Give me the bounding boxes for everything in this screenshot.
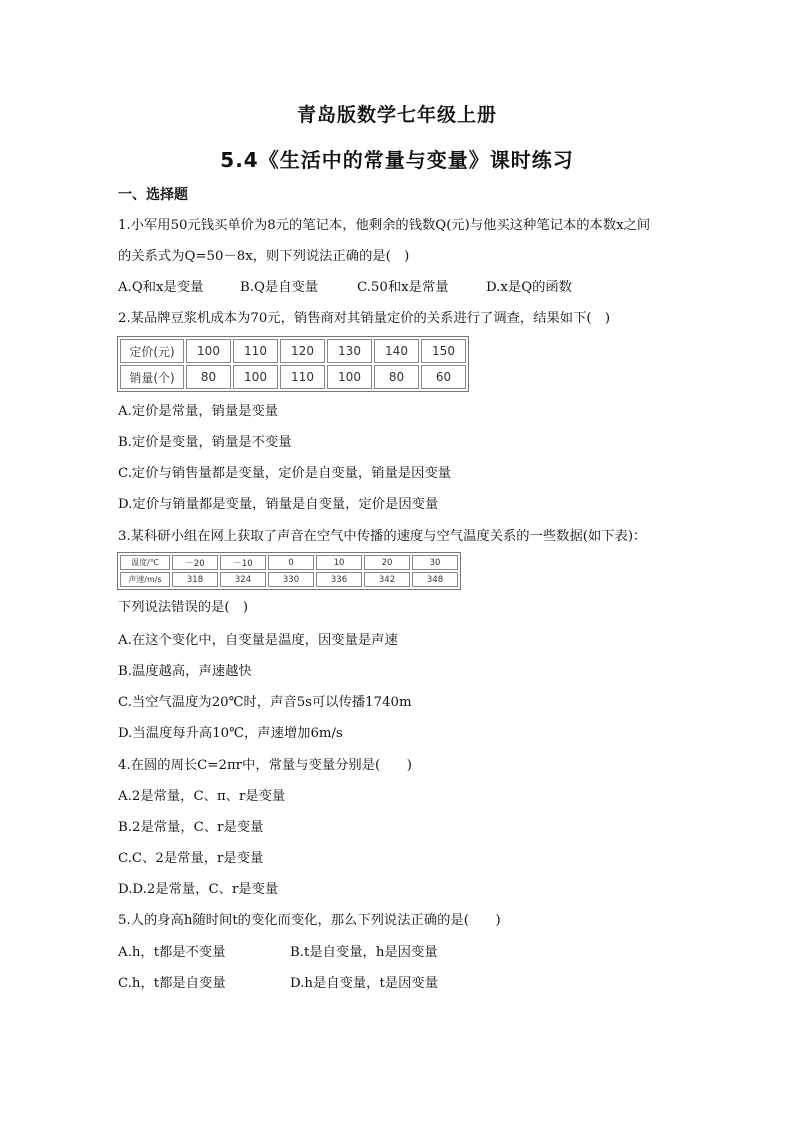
q3-option-a: A.在这个变化中，自变量是温度，因变量是声速 xyxy=(118,633,398,648)
q5-option-c: C.h，t都是自变量 xyxy=(118,976,226,991)
q1-option-c: C.50和x是常量 xyxy=(357,280,449,295)
table-cell: 348 xyxy=(412,572,458,587)
q1-option-a: A.Q和x是变量 xyxy=(118,280,204,295)
table-cell: 温度/℃ xyxy=(120,555,170,570)
table-cell: 330 xyxy=(268,572,314,587)
table-cell: 30 xyxy=(412,555,458,570)
q2-option-c: C.定价与销售量都是变量，定价是自变量，销量是因变量 xyxy=(118,466,452,481)
q4-option-d: D.D.2是常量，C、r是变量 xyxy=(118,882,279,897)
q5-option-d: D.h是自变量，t是因变量 xyxy=(290,976,438,991)
table-cell: 150 xyxy=(421,339,466,363)
q4-option-c: C.C、2是常量，r是变量 xyxy=(118,851,264,866)
temperature-speed-table xyxy=(117,552,461,590)
table-cell: 声速/m/s xyxy=(120,572,170,587)
table-cell: 336 xyxy=(316,572,362,587)
table-cell: 100 xyxy=(233,365,278,389)
table-cell: 120 xyxy=(280,339,325,363)
table-cell: 318 xyxy=(172,572,218,587)
q3-question: 下列说法错误的是( ) xyxy=(118,600,249,615)
table-row xyxy=(120,339,466,363)
table-cell: 324 xyxy=(220,572,266,587)
table-cell: －10 xyxy=(220,555,266,570)
table-cell: 60 xyxy=(421,365,466,389)
section-heading: 一、选择题 xyxy=(118,187,188,203)
q3-option-d: D.当温度每升高10℃，声速增加6m/s xyxy=(118,726,343,741)
price-sales-table xyxy=(117,336,469,392)
table-cell: 110 xyxy=(280,365,325,389)
table-cell: 20 xyxy=(364,555,410,570)
q5-option-b: B.t是自变量，h是因变量 xyxy=(290,945,438,960)
q3-option-c: C.当空气温度为20℃时，声音5s可以传播1740m xyxy=(118,695,412,710)
table-cell: 10 xyxy=(316,555,362,570)
q2-option-d: D.定价与销量都是变量，销量是自变量，定价是因变量 xyxy=(118,497,439,512)
lesson-subtitle: 5.4《生活中的常量与变量》课时练习 xyxy=(220,148,574,172)
q1-option-d: D.x是Q的函数 xyxy=(486,280,573,295)
table-row xyxy=(120,365,466,389)
q1-option-b: B.Q是自变量 xyxy=(240,280,319,295)
q1-stem-line2: 的关系式为Q=50－8x，则下列说法正确的是( ) xyxy=(118,249,410,264)
q4-stem: 4.在圆的周长C=2πr中，常量与变量分别是( ) xyxy=(118,758,412,773)
q1-stem-line1: 1.小军用50元钱买单价为8元的笔记本，他剩余的钱数Q(元)与他买这种笔记本的本数x之间 xyxy=(118,218,651,233)
table-cell: 110 xyxy=(233,339,278,363)
q4-option-a: A.2是常量，C、π、r是变量 xyxy=(118,789,286,804)
q5-stem: 5.人的身高h随时间t的变化而变化，那么下列说法正确的是( ) xyxy=(118,913,501,928)
q2-option-b: B.定价是变量，销量是不变量 xyxy=(118,435,292,450)
q5-option-a: A.h，t都是不变量 xyxy=(118,945,226,960)
q3-stem: 3.某科研小组在网上获取了声音在空气中传播的速度与空气温度关系的一些数据(如下表)： xyxy=(118,529,647,544)
document-title: 青岛版数学七年级上册 xyxy=(296,104,497,126)
table-cell: 342 xyxy=(364,572,410,587)
table-row xyxy=(120,555,458,570)
table-cell: 销量(个) xyxy=(120,365,184,389)
table-cell: 80 xyxy=(374,365,419,389)
q2-stem: 2.某品牌豆浆机成本为70元，销售商对其销量定价的关系进行了调查，结果如下( ) xyxy=(118,311,611,326)
table-cell: －20 xyxy=(172,555,218,570)
table-cell: 100 xyxy=(327,365,372,389)
q4-option-b: B.2是常量，C、r是变量 xyxy=(118,820,264,835)
table-cell: 140 xyxy=(374,339,419,363)
table-cell: 0 xyxy=(268,555,314,570)
table-row xyxy=(120,572,458,587)
q3-option-b: B.温度越高，声速越快 xyxy=(118,664,252,679)
table-cell: 80 xyxy=(186,365,231,389)
table-cell: 100 xyxy=(186,339,231,363)
table-cell: 130 xyxy=(327,339,372,363)
table-cell: 定价(元) xyxy=(120,339,184,363)
q2-option-a: A.定价是常量，销量是变量 xyxy=(118,404,279,419)
